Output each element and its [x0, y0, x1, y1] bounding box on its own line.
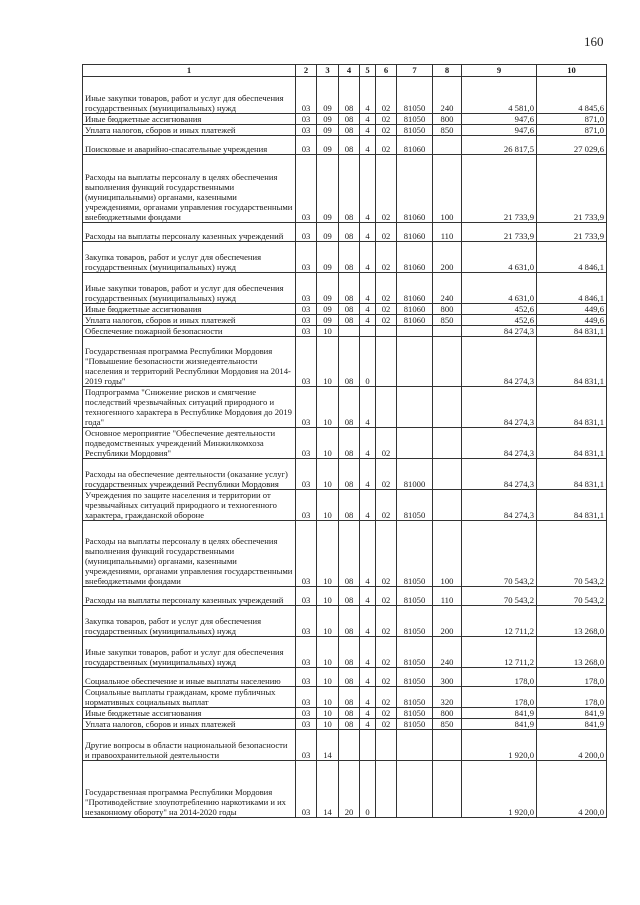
event-code: 02: [376, 223, 397, 242]
event-code: 02: [376, 637, 397, 668]
subsection-code: 10: [317, 606, 339, 637]
program-code: 08: [339, 337, 360, 387]
amount-col-10: 841,9: [537, 708, 607, 719]
subprogram-code: 4: [360, 708, 376, 719]
event-code: 02: [376, 77, 397, 114]
row-name: Уплата налогов, сборов и иных платежей: [83, 125, 296, 136]
subprogram-code: 4: [360, 490, 376, 521]
amount-col-10: 178,0: [537, 687, 607, 708]
section-code: 03: [296, 637, 317, 668]
amount-col-9: 84 274,3: [462, 459, 537, 490]
row-name: Другие вопросы в области национальной безопасности и правоохранительной деятельности: [83, 730, 296, 761]
amount-col-9: 947,6: [462, 114, 537, 125]
program-code: 08: [339, 387, 360, 428]
header-row: [83, 65, 607, 77]
subsection-code: 09: [317, 315, 339, 326]
event-code: 02: [376, 708, 397, 719]
section-code: 03: [296, 606, 317, 637]
row-name: Расходы на выплаты персоналу казенных учреждений: [83, 587, 296, 606]
subprogram-code: 4: [360, 719, 376, 730]
table-row: [83, 155, 607, 223]
program-code: 08: [339, 708, 360, 719]
subsection-code: 10: [317, 687, 339, 708]
row-name: Иные закупки товаров, работ и услуг для обеспечения государственных (муниципальных) нужд: [83, 77, 296, 114]
row-name: Учреждения по защите населения и территории от чрезвычайных ситуаций природного и техногенного характера, гражданской обороне: [83, 490, 296, 521]
row-name: Расходы на выплаты персоналу в целях обеспечения выполнения функций государственными (муниципальными) органами, казенными учреждениями, органами управления государственными внебюджетными фондами: [83, 155, 296, 223]
subsection-code: 10: [317, 708, 339, 719]
section-code: 03: [296, 273, 317, 304]
subsection-code: 10: [317, 719, 339, 730]
row-name: Расходы на выплаты персоналу казенных учреждений: [83, 223, 296, 242]
section-code: 03: [296, 521, 317, 587]
program-code: [339, 730, 360, 761]
amount-col-10: 70 543,2: [537, 587, 607, 606]
section-code: 03: [296, 428, 317, 459]
section-code: 03: [296, 668, 317, 687]
event-code: 02: [376, 155, 397, 223]
row-name: Подпрограмма "Снижение рисков и смягчение последствий чрезвычайных ситуаций природного и техногенного характера в Республике Мордовия до 2019 года": [83, 387, 296, 428]
program-code: 08: [339, 242, 360, 273]
event-code: 02: [376, 521, 397, 587]
subsection-code: 09: [317, 273, 339, 304]
table-row: [83, 719, 607, 730]
amount-col-9: 841,9: [462, 719, 537, 730]
direction-code: 81060: [397, 273, 433, 304]
table-row: [83, 136, 607, 155]
table-row: [83, 326, 607, 337]
direction-code: 81050: [397, 708, 433, 719]
direction-code: 81060: [397, 155, 433, 223]
row-name: Обеспечение пожарной безопасности: [83, 326, 296, 337]
amount-col-10: 449,6: [537, 315, 607, 326]
table-row: [83, 242, 607, 273]
expense-type-code: [433, 337, 462, 387]
amount-col-10: 4 845,6: [537, 77, 607, 114]
direction-code: 81050: [397, 637, 433, 668]
direction-code: [397, 326, 433, 337]
amount-col-10: 84 831,1: [537, 326, 607, 337]
subprogram-code: 4: [360, 637, 376, 668]
subprogram-code: [360, 326, 376, 337]
expense-type-code: 200: [433, 242, 462, 273]
program-code: 08: [339, 315, 360, 326]
event-code: 02: [376, 125, 397, 136]
row-name: Государственная программа Республики Мордовия "Противодействие злоупотреблению наркотиками и их незаконному обороту" на 2014-2020 годы: [83, 761, 296, 818]
section-code: 03: [296, 223, 317, 242]
program-code: 08: [339, 273, 360, 304]
section-code: 03: [296, 114, 317, 125]
amount-col-10: 4 200,0: [537, 761, 607, 818]
subsection-code: 10: [317, 387, 339, 428]
amount-col-9: 21 733,9: [462, 223, 537, 242]
table-row: [83, 606, 607, 637]
direction-code: [397, 387, 433, 428]
table-row: [83, 114, 607, 125]
subsection-code: 10: [317, 337, 339, 387]
subsection-code: 09: [317, 223, 339, 242]
subsection-code: 14: [317, 730, 339, 761]
amount-col-10: 70 543,2: [537, 521, 607, 587]
event-code: 02: [376, 315, 397, 326]
subprogram-code: 4: [360, 606, 376, 637]
table-row: [83, 387, 607, 428]
amount-col-9: 84 274,3: [462, 387, 537, 428]
row-name: Иные бюджетные ассигнования: [83, 708, 296, 719]
direction-code: 81050: [397, 687, 433, 708]
event-code: 02: [376, 587, 397, 606]
amount-col-9: 1 920,0: [462, 761, 537, 818]
event-code: 02: [376, 490, 397, 521]
event-code: 02: [376, 114, 397, 125]
row-name: Поисковые и аварийно-спасательные учреждения: [83, 136, 296, 155]
direction-code: 81050: [397, 77, 433, 114]
subprogram-code: 4: [360, 668, 376, 687]
amount-col-10: 13 268,0: [537, 637, 607, 668]
expense-type-code: 110: [433, 587, 462, 606]
row-name: Иные бюджетные ассигнования: [83, 304, 296, 315]
direction-code: 81050: [397, 521, 433, 587]
row-name: Социальное обеспечение и иные выплаты населению: [83, 668, 296, 687]
section-code: 03: [296, 687, 317, 708]
expense-type-code: 300: [433, 668, 462, 687]
expense-type-code: [433, 761, 462, 818]
subsection-code: 10: [317, 521, 339, 587]
subsection-code: 10: [317, 326, 339, 337]
direction-code: [397, 730, 433, 761]
amount-col-9: 21 733,9: [462, 155, 537, 223]
amount-col-9: 4 631,0: [462, 242, 537, 273]
expense-type-code: 240: [433, 77, 462, 114]
column-header: 7: [397, 65, 433, 77]
expense-type-code: 850: [433, 125, 462, 136]
amount-col-10: 4 200,0: [537, 730, 607, 761]
direction-code: 81060: [397, 136, 433, 155]
subsection-code: 10: [317, 637, 339, 668]
section-code: 03: [296, 242, 317, 273]
page-number: 160: [584, 34, 604, 49]
section-code: 03: [296, 490, 317, 521]
direction-code: 81060: [397, 304, 433, 315]
column-header: 1: [83, 65, 296, 77]
program-code: 08: [339, 136, 360, 155]
direction-code: 81060: [397, 242, 433, 273]
event-code: 02: [376, 136, 397, 155]
program-code: 08: [339, 719, 360, 730]
event-code: [376, 337, 397, 387]
expense-type-code: 850: [433, 719, 462, 730]
expense-type-code: [433, 490, 462, 521]
direction-code: 81050: [397, 587, 433, 606]
amount-col-10: 84 831,1: [537, 428, 607, 459]
subprogram-code: 4: [360, 242, 376, 273]
expense-type-code: 100: [433, 521, 462, 587]
table-row: [83, 587, 607, 606]
column-header: 9: [462, 65, 537, 77]
direction-code: [397, 337, 433, 387]
direction-code: 81060: [397, 223, 433, 242]
event-code: 02: [376, 459, 397, 490]
amount-col-9: 70 543,2: [462, 587, 537, 606]
amount-col-9: 452,6: [462, 315, 537, 326]
amount-col-10: 4 846,1: [537, 273, 607, 304]
program-code: [339, 326, 360, 337]
expense-type-code: 320: [433, 687, 462, 708]
row-name: Иные бюджетные ассигнования: [83, 114, 296, 125]
program-code: 08: [339, 459, 360, 490]
subprogram-code: 4: [360, 315, 376, 326]
expense-type-code: [433, 326, 462, 337]
program-code: 08: [339, 490, 360, 521]
column-header: 5: [360, 65, 376, 77]
subprogram-code: 4: [360, 155, 376, 223]
amount-col-10: 84 831,1: [537, 490, 607, 521]
table-row: [83, 337, 607, 387]
subsection-code: 10: [317, 490, 339, 521]
subsection-code: 09: [317, 155, 339, 223]
direction-code: [397, 428, 433, 459]
amount-col-9: 26 817,5: [462, 136, 537, 155]
program-code: 08: [339, 637, 360, 668]
amount-col-10: 871,0: [537, 114, 607, 125]
amount-col-9: 4 581,0: [462, 77, 537, 114]
table-row: [83, 315, 607, 326]
expense-type-code: 240: [433, 273, 462, 304]
program-code: 20: [339, 761, 360, 818]
column-header: 8: [433, 65, 462, 77]
subsection-code: 10: [317, 428, 339, 459]
subsection-code: 10: [317, 459, 339, 490]
amount-col-9: 84 274,3: [462, 326, 537, 337]
subprogram-code: 4: [360, 304, 376, 315]
row-name: Государственная программа Республики Мордовия "Повышение безопасности жизнедеятельности населения и территорий Республики Мордовия на 2014-2019 годы": [83, 337, 296, 387]
event-code: 02: [376, 687, 397, 708]
subsection-code: 09: [317, 242, 339, 273]
program-code: 08: [339, 304, 360, 315]
direction-code: 81050: [397, 114, 433, 125]
expense-type-code: 800: [433, 708, 462, 719]
direction-code: [397, 761, 433, 818]
budget-table: [82, 64, 607, 818]
subprogram-code: 4: [360, 587, 376, 606]
row-name: Социальные выплаты гражданам, кроме публичных нормативных социальных выплат: [83, 687, 296, 708]
event-code: 02: [376, 242, 397, 273]
table-row: [83, 668, 607, 687]
subsection-code: 09: [317, 114, 339, 125]
subsection-code: 10: [317, 668, 339, 687]
direction-code: 81050: [397, 719, 433, 730]
row-name: Основное мероприятие "Обеспечение деятельности подведомственных учреждений Минжилкомхоза Республики Мордовия": [83, 428, 296, 459]
row-name: Расходы на обеспечение деятельности (оказание услуг) государственных учреждений Республики Мордовия: [83, 459, 296, 490]
amount-col-9: 12 711,2: [462, 637, 537, 668]
table-row: [83, 490, 607, 521]
expense-type-code: 800: [433, 304, 462, 315]
amount-col-9: 178,0: [462, 668, 537, 687]
amount-col-9: 84 274,3: [462, 428, 537, 459]
row-name: Иные закупки товаров, работ и услуг для обеспечения государственных (муниципальных) нужд: [83, 637, 296, 668]
event-code: [376, 387, 397, 428]
expense-type-code: 100: [433, 155, 462, 223]
column-header: 2: [296, 65, 317, 77]
subsection-code: 09: [317, 304, 339, 315]
subprogram-code: 4: [360, 77, 376, 114]
section-code: 03: [296, 337, 317, 387]
section-code: 03: [296, 125, 317, 136]
subsection-code: 09: [317, 77, 339, 114]
column-header: 10: [537, 65, 607, 77]
program-code: 08: [339, 521, 360, 587]
table-row: [83, 521, 607, 587]
table-row: [83, 730, 607, 761]
column-header: 3: [317, 65, 339, 77]
amount-col-9: 452,6: [462, 304, 537, 315]
table-row: [83, 761, 607, 818]
table-row: [83, 459, 607, 490]
subprogram-code: 4: [360, 136, 376, 155]
event-code: 02: [376, 273, 397, 304]
subprogram-code: 0: [360, 761, 376, 818]
subprogram-code: 4: [360, 273, 376, 304]
expense-type-code: 850: [433, 315, 462, 326]
expense-type-code: 110: [433, 223, 462, 242]
section-code: 03: [296, 77, 317, 114]
table-row: [83, 687, 607, 708]
subsection-code: 09: [317, 136, 339, 155]
subprogram-code: 0: [360, 337, 376, 387]
amount-col-9: 1 920,0: [462, 730, 537, 761]
section-code: 03: [296, 730, 317, 761]
amount-col-10: 449,6: [537, 304, 607, 315]
table-row: [83, 428, 607, 459]
amount-col-10: 21 733,9: [537, 155, 607, 223]
direction-code: 81000: [397, 459, 433, 490]
amount-col-9: 841,9: [462, 708, 537, 719]
program-code: 08: [339, 606, 360, 637]
subprogram-code: 4: [360, 687, 376, 708]
section-code: 03: [296, 315, 317, 326]
section-code: 03: [296, 136, 317, 155]
event-code: [376, 326, 397, 337]
subsection-code: 10: [317, 587, 339, 606]
amount-col-9: 70 543,2: [462, 521, 537, 587]
subprogram-code: 4: [360, 459, 376, 490]
program-code: 08: [339, 668, 360, 687]
column-header: 6: [376, 65, 397, 77]
program-code: 08: [339, 428, 360, 459]
amount-col-10: 84 831,1: [537, 387, 607, 428]
amount-col-10: 84 831,1: [537, 459, 607, 490]
subsection-code: 09: [317, 125, 339, 136]
amount-col-10: 27 029,6: [537, 136, 607, 155]
direction-code: 81050: [397, 125, 433, 136]
row-name: Уплата налогов, сборов и иных платежей: [83, 719, 296, 730]
subprogram-code: 4: [360, 114, 376, 125]
amount-col-10: 84 831,1: [537, 337, 607, 387]
amount-col-10: 4 846,1: [537, 242, 607, 273]
event-code: 02: [376, 719, 397, 730]
program-code: 08: [339, 155, 360, 223]
expense-type-code: 800: [433, 114, 462, 125]
subsection-code: 14: [317, 761, 339, 818]
amount-col-10: 841,9: [537, 719, 607, 730]
table-row: [83, 125, 607, 136]
amount-col-9: 4 631,0: [462, 273, 537, 304]
section-code: 03: [296, 761, 317, 818]
amount-col-9: 947,6: [462, 125, 537, 136]
subprogram-code: 4: [360, 521, 376, 587]
direction-code: 81050: [397, 490, 433, 521]
row-name: Иные закупки товаров, работ и услуг для обеспечения государственных (муниципальных) нужд: [83, 273, 296, 304]
event-code: 02: [376, 668, 397, 687]
subprogram-code: 4: [360, 387, 376, 428]
section-code: 03: [296, 719, 317, 730]
row-name: Уплата налогов, сборов и иных платежей: [83, 315, 296, 326]
program-code: 08: [339, 223, 360, 242]
program-code: 08: [339, 77, 360, 114]
subprogram-code: 4: [360, 125, 376, 136]
expense-type-code: 200: [433, 606, 462, 637]
table-row: [83, 637, 607, 668]
expense-type-code: 240: [433, 637, 462, 668]
row-name: Закупка товаров, работ и услуг для обеспечения государственных (муниципальных) нужд: [83, 606, 296, 637]
section-code: 03: [296, 326, 317, 337]
program-code: 08: [339, 114, 360, 125]
amount-col-10: 871,0: [537, 125, 607, 136]
event-code: 02: [376, 606, 397, 637]
row-name: Закупка товаров, работ и услуг для обеспечения государственных (муниципальных) нужд: [83, 242, 296, 273]
expense-type-code: [433, 459, 462, 490]
row-name: Расходы на выплаты персоналу в целях обеспечения выполнения функций государственными (муниципальными) органами, казенными учреждениями, органами управления государственными внебюджетными фондами: [83, 521, 296, 587]
subprogram-code: 4: [360, 223, 376, 242]
section-code: 03: [296, 387, 317, 428]
amount-col-9: 178,0: [462, 687, 537, 708]
table-row: [83, 273, 607, 304]
event-code: [376, 730, 397, 761]
expense-type-code: [433, 730, 462, 761]
program-code: 08: [339, 587, 360, 606]
amount-col-10: 21 733,9: [537, 223, 607, 242]
table-row: [83, 304, 607, 315]
table-row: [83, 708, 607, 719]
expense-type-code: [433, 387, 462, 428]
expense-type-code: [433, 136, 462, 155]
section-code: 03: [296, 155, 317, 223]
event-code: 02: [376, 428, 397, 459]
section-code: 03: [296, 304, 317, 315]
direction-code: 81050: [397, 668, 433, 687]
section-code: 03: [296, 459, 317, 490]
event-code: [376, 761, 397, 818]
amount-col-9: 84 274,3: [462, 337, 537, 387]
direction-code: 81060: [397, 315, 433, 326]
section-code: 03: [296, 587, 317, 606]
expense-type-code: [433, 428, 462, 459]
amount-col-9: 12 711,2: [462, 606, 537, 637]
section-code: 03: [296, 708, 317, 719]
table-row: [83, 223, 607, 242]
program-code: 08: [339, 125, 360, 136]
subprogram-code: 4: [360, 428, 376, 459]
column-header: 4: [339, 65, 360, 77]
amount-col-9: 84 274,3: [462, 490, 537, 521]
amount-col-10: 178,0: [537, 668, 607, 687]
event-code: 02: [376, 304, 397, 315]
program-code: 08: [339, 687, 360, 708]
subprogram-code: [360, 730, 376, 761]
direction-code: 81050: [397, 606, 433, 637]
amount-col-10: 13 268,0: [537, 606, 607, 637]
table-row: [83, 77, 607, 114]
